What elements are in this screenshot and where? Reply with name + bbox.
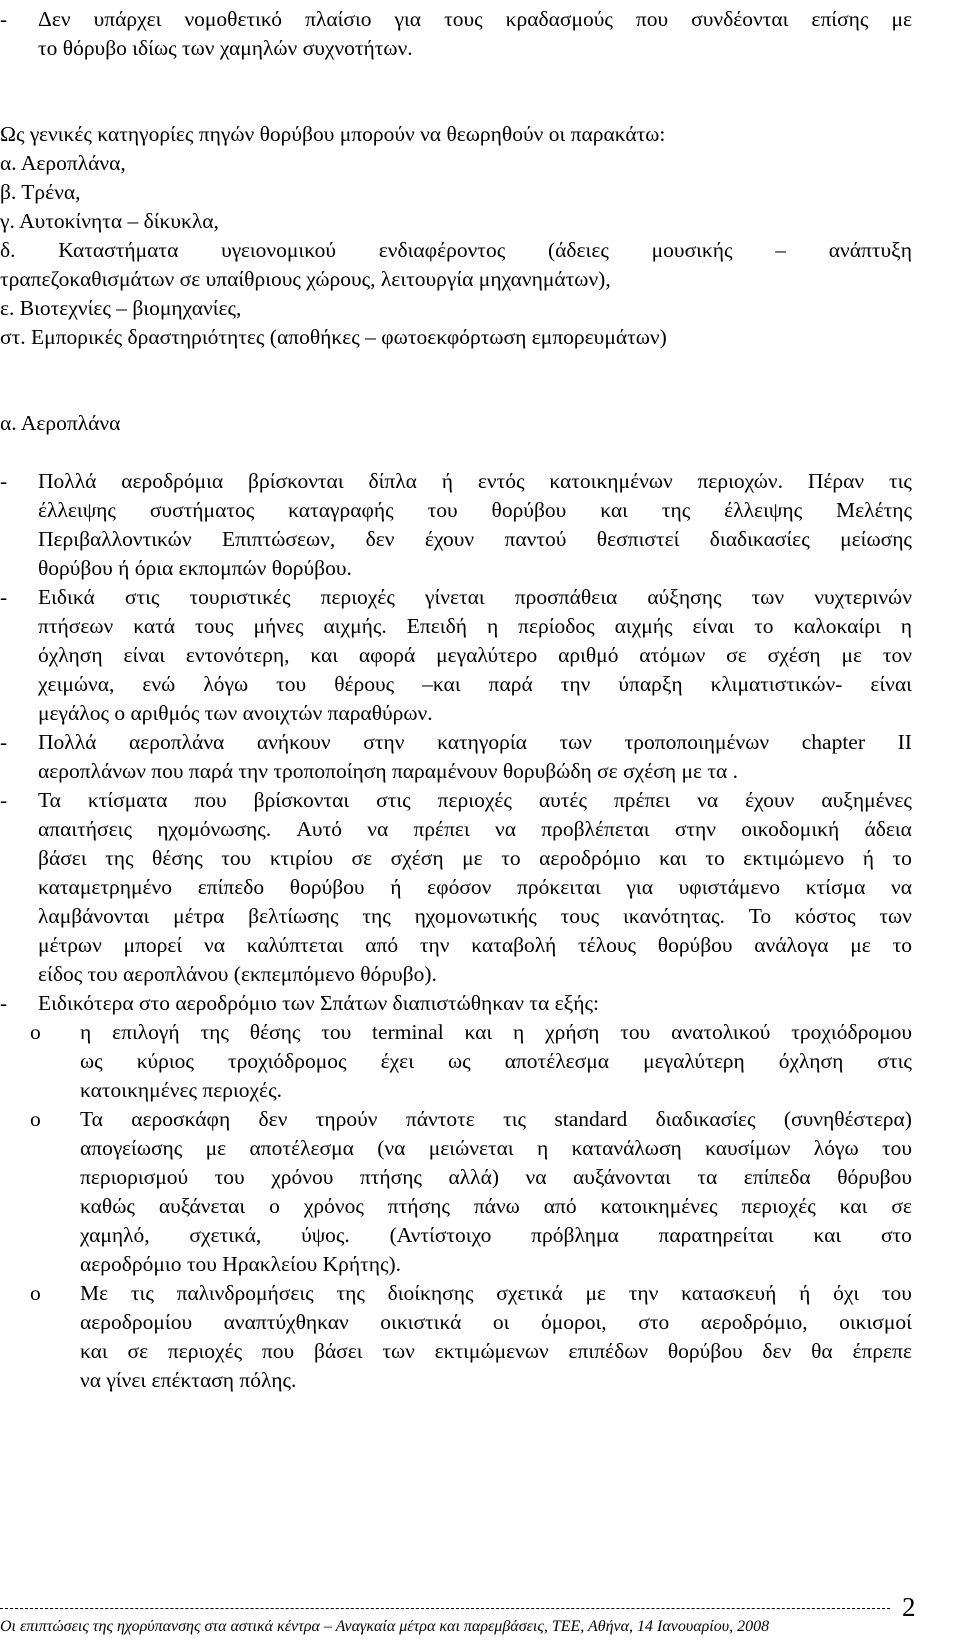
text-line: Με τις παλινδρομήσεις της διοίκησης σχετικά με την κατασκευή ή όχι του bbox=[80, 1281, 912, 1305]
text-line: Τα αεροσκάφη δεν τηρούν πάντοτε τις standard διαδικασίες (συνηθέστερα) bbox=[80, 1107, 912, 1131]
text-line: αεροδρόμιο του Ηρακλείου Κρήτης). bbox=[80, 1252, 402, 1276]
page-number: 2 bbox=[902, 1592, 916, 1622]
text-line: λαμβάνονται μέτρα βελτίωσης της ηχομονωτικής τους ικανότητας. Το κόστος των bbox=[38, 904, 912, 928]
list-dash-marker: - bbox=[0, 469, 8, 493]
text-line: θορύβου ή όρια εκπομπών θορύβου. bbox=[38, 556, 352, 580]
text-line: καθώς αυξάνεται ο χρόνος πτήσης πάνω από κατοικημένες περιοχές και σε bbox=[80, 1194, 912, 1218]
list-dash-marker: - bbox=[0, 585, 8, 609]
text-line: Ειδικότερα στο αεροδρόμιο των Σπάτων διαπιστώθηκαν τα εξής: bbox=[38, 991, 599, 1015]
text-line: είδος του αεροπλάνου (εκπεμπόμενο θόρυβο). bbox=[38, 962, 437, 986]
text-line: και σε περιοχές που βάσει των εκτιμώμενων επιπέδων θορύβου δεν θα έπρεπε bbox=[80, 1339, 912, 1363]
text-line: απαιτήσεις ηχομόνωσης. Αυτό να πρέπει να προβλέπεται στην οικοδομική άδεια bbox=[38, 817, 912, 841]
text-line: Ως γενικές κατηγορίες πηγών θορύβου μπορούν να θεωρηθούν οι παρακάτω: bbox=[0, 122, 666, 146]
text-line: όχληση είναι εντονότερη, και αφορά μεγαλύτερο αριθμό ατόμων σε σχέση με τον bbox=[38, 643, 912, 667]
sub-bullet-marker: o bbox=[30, 1281, 41, 1305]
text-line: Πολλά αεροδρόμια βρίσκονται δίπλα ή εντός κατοικημένων περιοχών. Πέραν τις bbox=[38, 469, 912, 493]
list-dash-marker: - bbox=[0, 730, 8, 754]
text-line: αεροδρομίου αναπτύχθηκαν οικιστικά οι όμοροι, στο αεροδρόμιο, οικισμοί bbox=[80, 1310, 912, 1334]
text-line: στ. Εμπορικές δραστηριότητες (αποθήκες – φωτοεκφόρτωση εμπορευμάτων) bbox=[0, 325, 667, 349]
footer-rule bbox=[0, 1608, 890, 1609]
text-line: η επιλογή της θέσης του terminal και η χρήση του ανατολικού τροχιόδρομου bbox=[80, 1020, 912, 1044]
sub-bullet-marker: o bbox=[30, 1020, 41, 1044]
text-line: δ. Καταστήματα υγειονομικού ενδιαφέροντος (άδειες μουσικής – ανάπτυξη bbox=[0, 238, 912, 262]
text-line: καταμετρημένο επίπεδο θορύβου ή εφόσον πρόκειται για υφιστάμενο κτίσμα να bbox=[38, 875, 912, 899]
text-line: γ. Αυτοκίνητα – δίκυκλα, bbox=[0, 209, 219, 233]
list-dash-marker: - bbox=[0, 991, 8, 1015]
text-line: α. Αεροπλάνα, bbox=[0, 151, 126, 175]
text-line: τραπεζοκαθισμάτων σε υπαίθριους χώρους, λειτουργία μηχανημάτων), bbox=[0, 267, 611, 291]
text-line: περιορισμού του χρόνου πτήσης αλλά) να αυξάνονται τα επίπεδα θόρυβου bbox=[80, 1165, 912, 1189]
footer-citation: Οι επιπτώσεις της ηχορύπανσης στα αστικά κέντρα – Αναγκαία μέτρα και παρεμβάσεις, ΤΕΕ, Αθήνα, 14 Ιανουαρίου, 2008 bbox=[0, 1618, 770, 1635]
list-dash-marker: - bbox=[0, 788, 8, 812]
text-line: α. Αεροπλάνα bbox=[0, 411, 121, 435]
text-line: ως κύριος τροχιόδρομος έχει ως αποτέλεσμα μεγαλύτερη όχληση στις bbox=[80, 1049, 912, 1073]
text-line: Δεν υπάρχει νομοθετικό πλαίσιο για τους κραδασμούς που συνδέονται επίσης με bbox=[38, 7, 912, 31]
text-line: Πολλά αεροπλάνα ανήκουν στην κατηγορία των τροποποιημένων chapter II bbox=[38, 730, 912, 754]
text-line: έλλειψης συστήματος καταγραφής του θορύβου και της έλλειψης Μελέτης bbox=[38, 498, 912, 522]
text-line: απογείωσης με αποτέλεσμα (να μειώνεται η κατανάλωση καυσίμων λόγω του bbox=[80, 1136, 912, 1160]
text-line: ε. Βιοτεχνίες – βιομηχανίες, bbox=[0, 296, 242, 320]
text-line: να γίνει επέκταση πόλης. bbox=[80, 1368, 297, 1392]
text-line: Τα κτίσματα που βρίσκονται στις περιοχές αυτές πρέπει να έχουν αυξημένες bbox=[38, 788, 912, 812]
text-line: Περιβαλλοντικών Επιπτώσεων, δεν έχουν παντού θεσπιστεί διαδικασίες μείωσης bbox=[38, 527, 912, 551]
text-line: β. Τρένα, bbox=[0, 180, 81, 204]
text-line: βάσει της θέσης του κτιρίου σε σχέση με το αεροδρόμιο και το εκτιμώμενο ή το bbox=[38, 846, 912, 870]
text-line: κατοικημένες περιοχές. bbox=[80, 1078, 282, 1102]
text-line: χειμώνα, ενώ λόγω του θέρους –και παρά την ύπαρξη κλιματιστικών- είναι bbox=[38, 672, 912, 696]
list-dash-marker: - bbox=[0, 7, 8, 31]
text-line: μέτρων μπορεί να καλύπτεται από την καταβολή τέλους θορύβου ανάλογα με το bbox=[38, 933, 912, 957]
text-line: Ειδικά στις τουριστικές περιοχές γίνεται προσπάθεια αύξησης των νυχτερινών bbox=[38, 585, 912, 609]
text-line: αεροπλάνων που παρά την τροποποίηση παραμένουν θορυβώδη σε σχέση με τα . bbox=[38, 759, 739, 783]
text-line: πτήσεων κατά τους μήνες αιχμής. Επειδή η περίοδος αιχμής είναι το καλοκαίρι η bbox=[38, 614, 912, 638]
text-line: μεγάλος ο αριθμός των ανοιχτών παραθύρων. bbox=[38, 701, 433, 725]
text-line: το θόρυβο ιδίως των χαμηλών συχνοτήτων. bbox=[38, 36, 413, 60]
text-line: χαμηλό, σχετικά, ύψος. (Αντίστοιχο πρόβλημα παρατηρείται και στο bbox=[80, 1223, 912, 1247]
sub-bullet-marker: o bbox=[30, 1107, 41, 1131]
